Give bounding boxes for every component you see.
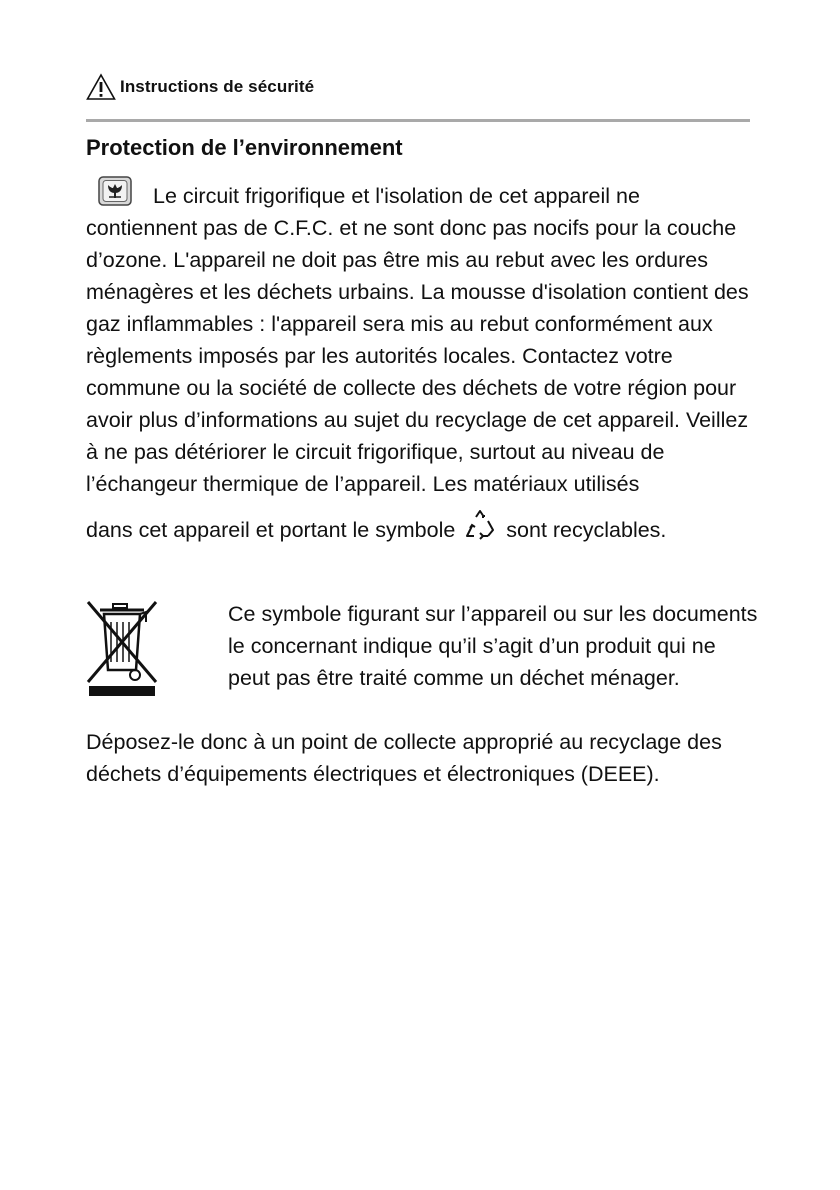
weee-description: Ce symbole figurant sur l’appareil ou sur les documents le concernant indique qu’il s’agit d’un produit qui ne peut pas être traité comme un déchet ménager. <box>228 602 758 690</box>
environment-paragraph <box>86 176 756 546</box>
paragraph1-last-line-end: sont recyclables. <box>506 518 667 542</box>
crossed-out-wheelie-bin-icon <box>86 600 158 698</box>
paragraph1-last-line-start: dans cet appareil et portant le symbole <box>86 518 456 542</box>
header-divider <box>86 119 750 122</box>
recycle-icon <box>463 508 497 540</box>
paragraph1-text: Le circuit frigorifique et l'isolation de cet appareil ne contiennent pas de C.F.C. et ne sont donc pas nocifs pour la couche d’ozone. L'appareil ne doit pas être mis au rebut avec les ordures ménagères et les déchets urbains. La mousse d'isolation contient des gaz inflammables : l'appareil sera mis au rebut conformément aux règlements imposés par les autorités locales. Contactez votre commune ou la société de collecte des déchets de votre région pour avoir plus d’informations au sujet du recyclage de cet appareil. Veillez à ne pas détériorer le circuit frigorifique, surtout au niveau de l’échangeur thermique de l’appareil. Les matériaux utilisés <box>86 184 749 496</box>
line-gap <box>86 500 756 508</box>
header-title: Instructions de sécurité <box>120 77 315 96</box>
deee-paragraph: Déposez-le donc à un point de collecte approprié au recyclage des déchets d’équipements électriques et électroniques (DEEE). <box>86 730 722 786</box>
eco-label-icon <box>98 176 132 206</box>
section-title: Protection de l’environnement <box>86 135 403 160</box>
page-header <box>86 72 314 102</box>
warning-triangle-icon <box>86 73 116 101</box>
